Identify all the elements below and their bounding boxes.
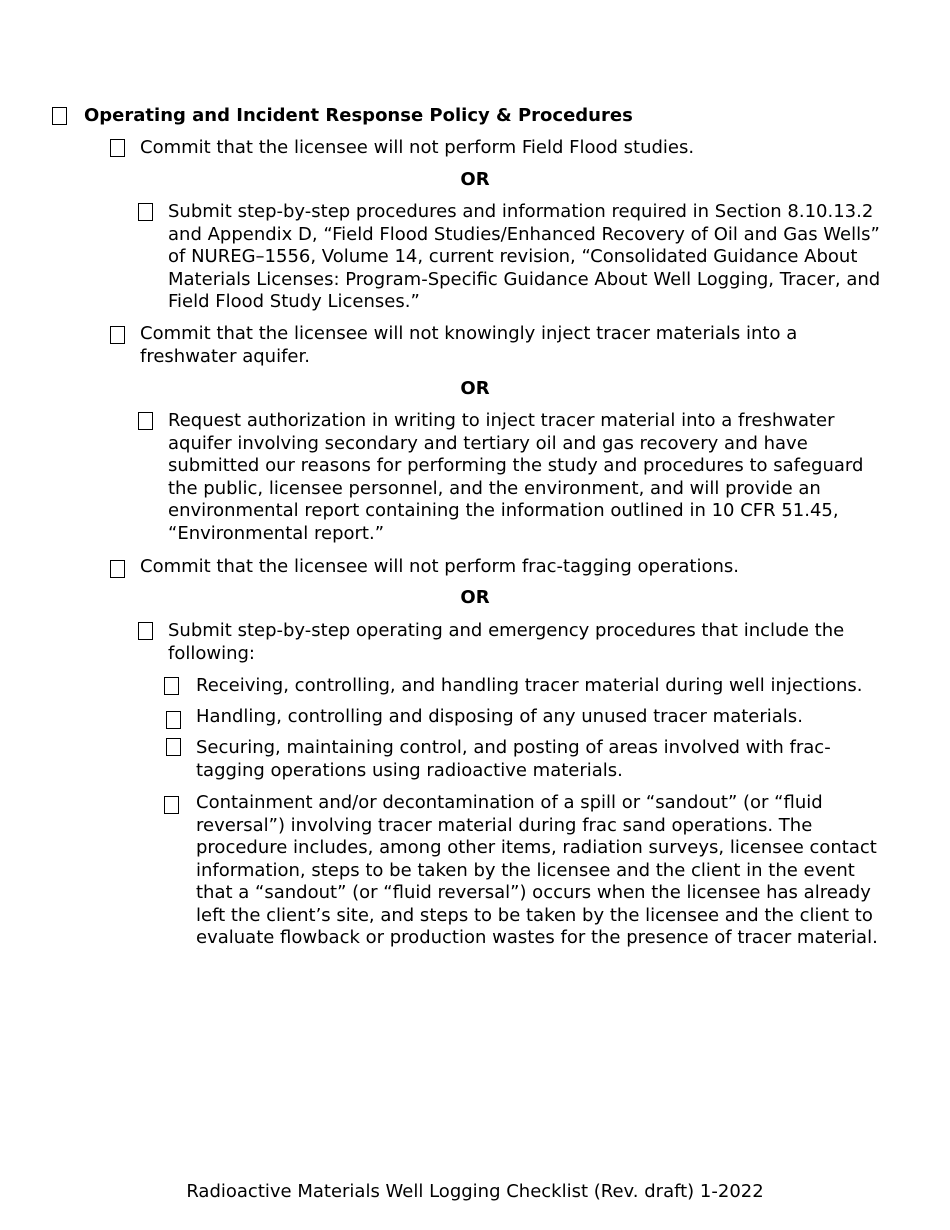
section-heading: Operating and Incident Response Policy & Procedures — [84, 105, 633, 126]
aquifer-request-checkbox[interactable] — [138, 412, 153, 430]
frac-tagging-commit-text: Commit that the licensee will not perform frac-tagging operations. — [140, 556, 740, 577]
or-separator: OR — [460, 587, 490, 608]
heading-checkbox[interactable] — [52, 107, 67, 125]
aquifer-request-text: Request authorization in writing to inject tracer material into a freshwater aquifer involving secondary and tertiary oil and gas recovery and have submitted our reasons for performing the study and procedures to safeguard the public, licensee personnel, and the environment, and will provide an environmental report containing the information outlined in 10 CFR 51.45, “Environmental report.” — [168, 410, 864, 544]
handling-checkbox[interactable] — [166, 711, 181, 729]
containment-checkbox[interactable] — [164, 796, 179, 814]
containment-text: Containment and/or decontamination of a spill or “sandout” (or “fluid reversal”) involving tracer material during frac sand operations. The procedure includes, among other items, radiation surveys, licensee contact information, steps to be taken by the licensee and the client in the event that a “sandout” (or “fluid reversal”) occurs when the licensee has already left the client’s site, and steps to be taken by the licensee and the client to evaluate flowback or production wastes for the presence of tracer material. — [196, 792, 878, 948]
securing-text: Securing, maintaining control, and posting of areas involved with frac-tagging operations using radioactive materials. — [196, 737, 831, 781]
receiving-checkbox[interactable] — [164, 677, 179, 695]
field-flood-submit-checkbox[interactable] — [138, 203, 153, 221]
page-footer: Radioactive Materials Well Logging Checklist (Rev. draft) 1-2022 — [186, 1181, 764, 1202]
or-separator: OR — [460, 169, 490, 190]
frac-procedures-text: Submit step-by-step operating and emergency procedures that include the following: — [168, 620, 845, 664]
field-flood-commit-checkbox[interactable] — [110, 139, 125, 157]
receiving-text: Receiving, controlling, and handling tracer material during well injections. — [196, 675, 863, 696]
aquifer-commit-text: Commit that the licensee will not knowingly inject tracer materials into a freshwater aquifer. — [140, 323, 798, 367]
field-flood-commit-text: Commit that the licensee will not perform Field Flood studies. — [140, 137, 695, 158]
or-separator: OR — [460, 378, 490, 399]
securing-checkbox[interactable] — [166, 738, 181, 756]
handling-text: Handling, controlling and disposing of any unused tracer materials. — [196, 706, 803, 727]
field-flood-submit-text: Submit step-by-step procedures and information required in Section 8.10.13.2 and Appendix D, “Field Flood Studies/Enhanced Recovery of Oil and Gas Wells” of NUREG–1556, Volume 14, current revision, “Consolidated Guidance About Materials Licenses: Program-Specific Guidance About Well Logging, Tracer, and Field Flood Study Licenses.” — [168, 201, 881, 312]
frac-tagging-commit-checkbox[interactable] — [110, 560, 125, 578]
aquifer-commit-checkbox[interactable] — [110, 326, 125, 344]
frac-procedures-checkbox[interactable] — [138, 622, 153, 640]
